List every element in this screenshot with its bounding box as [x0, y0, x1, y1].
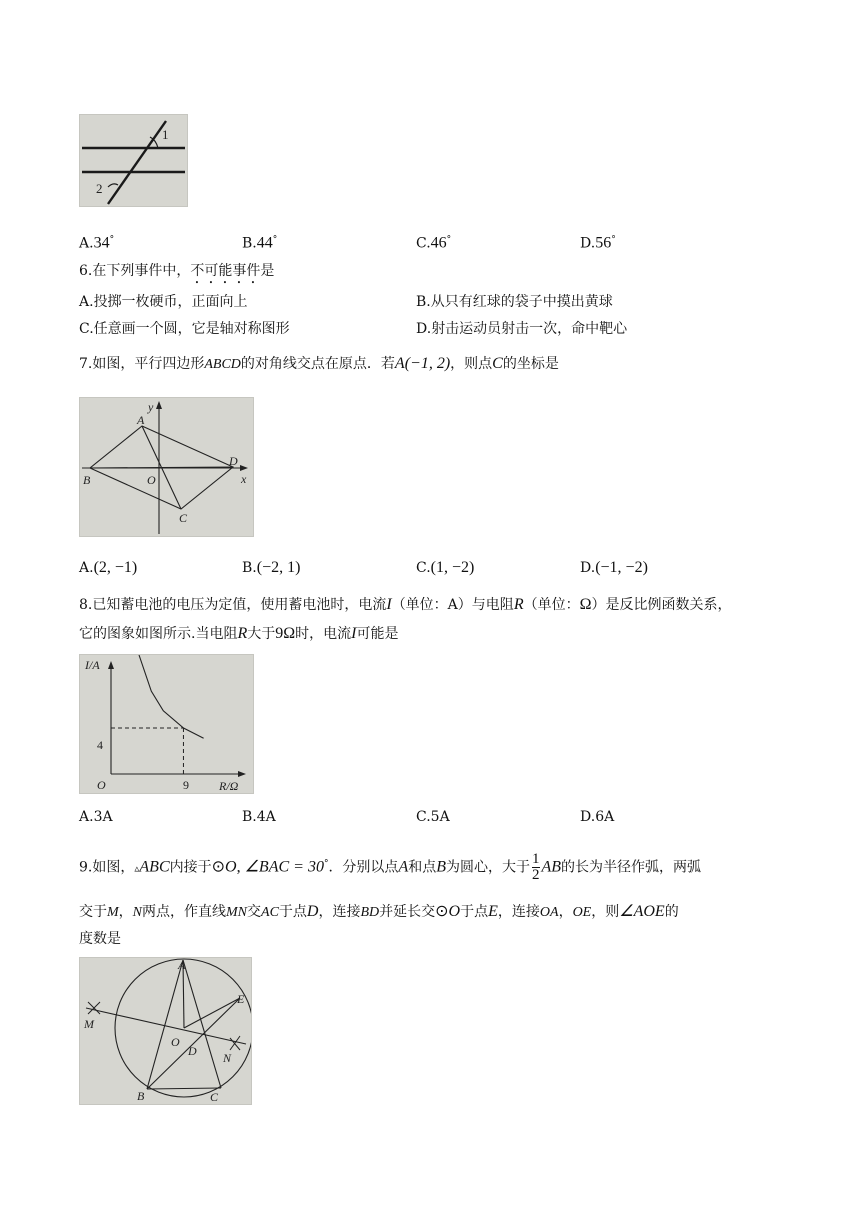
- q9-figure: [79, 957, 252, 1105]
- label-n: N: [223, 1051, 232, 1065]
- q8-option-b[interactable]: B.4A: [242, 809, 276, 825]
- angle-1-label: 1: [162, 127, 169, 142]
- q8-stem-line1: 8.已知蓄电池的电压为定值，使用蓄电池时，电流I（单位：A）与电阻R（单位：Ω）是反比例函数关系，: [79, 596, 732, 613]
- q9-fraction: $\frac{1}{2}$: [532, 851, 540, 884]
- label-e: E: [237, 992, 245, 1006]
- q7-diagram: [80, 398, 253, 536]
- arc-m: [88, 1002, 100, 1014]
- q6-option-d[interactable]: D.射击运动员射击一次，命中靶心: [416, 321, 628, 337]
- transversal-line: [108, 121, 166, 204]
- q7-option-c[interactable]: C.(1, −2): [416, 559, 475, 576]
- q5-option-b[interactable]: B.44°: [242, 234, 278, 252]
- y-axis-arrow: [156, 401, 162, 409]
- q5-option-d[interactable]: D.56°: [580, 234, 616, 252]
- q9-stem-line3: 度数是: [79, 931, 121, 947]
- label-c: C: [210, 1090, 219, 1104]
- q9-diagram: [80, 958, 251, 1104]
- q7-option-a[interactable]: A.(2, −1): [79, 559, 138, 576]
- q6-emphasis: 不可能事件: [190, 263, 261, 279]
- segment-ab: [147, 960, 183, 1089]
- label-b: B: [83, 473, 91, 487]
- q5-option-c[interactable]: C.46°: [416, 234, 452, 252]
- line-mn: [86, 1008, 246, 1044]
- q8-option-d[interactable]: D.6A: [580, 809, 615, 825]
- q7-stem: 7.如图，平行四边形ABCD的对角线交点在原点．若A(−1, 2)，则点C的坐标是: [79, 355, 559, 372]
- q7-option-d[interactable]: D.(−1, −2): [580, 559, 648, 576]
- segment-bc: [147, 1088, 221, 1089]
- q7-option-b[interactable]: B.(−2, 1): [242, 559, 301, 576]
- q6-option-b[interactable]: B.从只有红球的袋子中摸出黄球: [416, 294, 613, 310]
- q5-figure: [79, 114, 188, 207]
- label-o: O: [171, 1035, 180, 1049]
- q7-figure: [79, 397, 254, 537]
- arc-n: [230, 1036, 240, 1050]
- q8-option-c[interactable]: C.5A: [416, 809, 450, 825]
- q6-option-c[interactable]: C.任意画一个圆，它是轴对称图形: [79, 321, 290, 337]
- q5-option-a[interactable]: A.34°: [79, 234, 115, 252]
- label-b: B: [137, 1089, 145, 1103]
- q6-stem: 6.在下列事件中，不可能事件是: [79, 263, 275, 279]
- x-axis-arrow: [240, 465, 248, 471]
- label-y: y: [148, 400, 154, 414]
- q8-x-tick: 9: [183, 778, 189, 792]
- q8-ylabel: I/A: [85, 658, 100, 672]
- q5-diagram: [80, 115, 187, 206]
- label-a: A: [137, 413, 145, 427]
- q8-option-a[interactable]: A.3A: [79, 809, 113, 825]
- q9-stem-line2: 交于M，N两点，作直线MN交AC于点D，连接BD并延长交⊙O于点E，连接OA，OE，则∠AOE的: [79, 903, 679, 920]
- q8-figure: [79, 654, 254, 794]
- q8-x-axis-arrow: [238, 771, 246, 777]
- q8-xlabel: R/Ω: [219, 779, 239, 793]
- q8-stem-line2: 它的图象如图所示.当电阻R大于9Ω时，电流I可能是: [79, 625, 399, 642]
- label-m: M: [84, 1017, 94, 1031]
- angle-2-arc: [108, 184, 118, 187]
- q9-stem-line1: 9.如图，▵ABC内接于⊙O, ∠BAC = 30°．分别以点A和点B为圆心，大于 $\frac{1}{2}$ AB的长为半径作弧，两弧: [79, 851, 702, 884]
- label-c: C: [179, 511, 188, 525]
- label-d: D: [229, 454, 238, 468]
- segment-oe: [184, 998, 240, 1028]
- q8-y-tick: 4: [97, 738, 103, 752]
- q8-y-axis-arrow: [108, 661, 114, 669]
- q8-origin: O: [97, 778, 106, 792]
- label-x: x: [241, 472, 247, 486]
- q8-chart: [80, 655, 253, 793]
- segment-ac: [183, 960, 221, 1088]
- label-a: A: [178, 958, 186, 972]
- angle-2-label: 2: [96, 181, 103, 196]
- q8-curve: [131, 655, 204, 738]
- label-d: D: [188, 1044, 197, 1058]
- q6-option-a[interactable]: A.投掷一枚硬币，正面向上: [79, 294, 248, 310]
- label-o: O: [147, 473, 156, 487]
